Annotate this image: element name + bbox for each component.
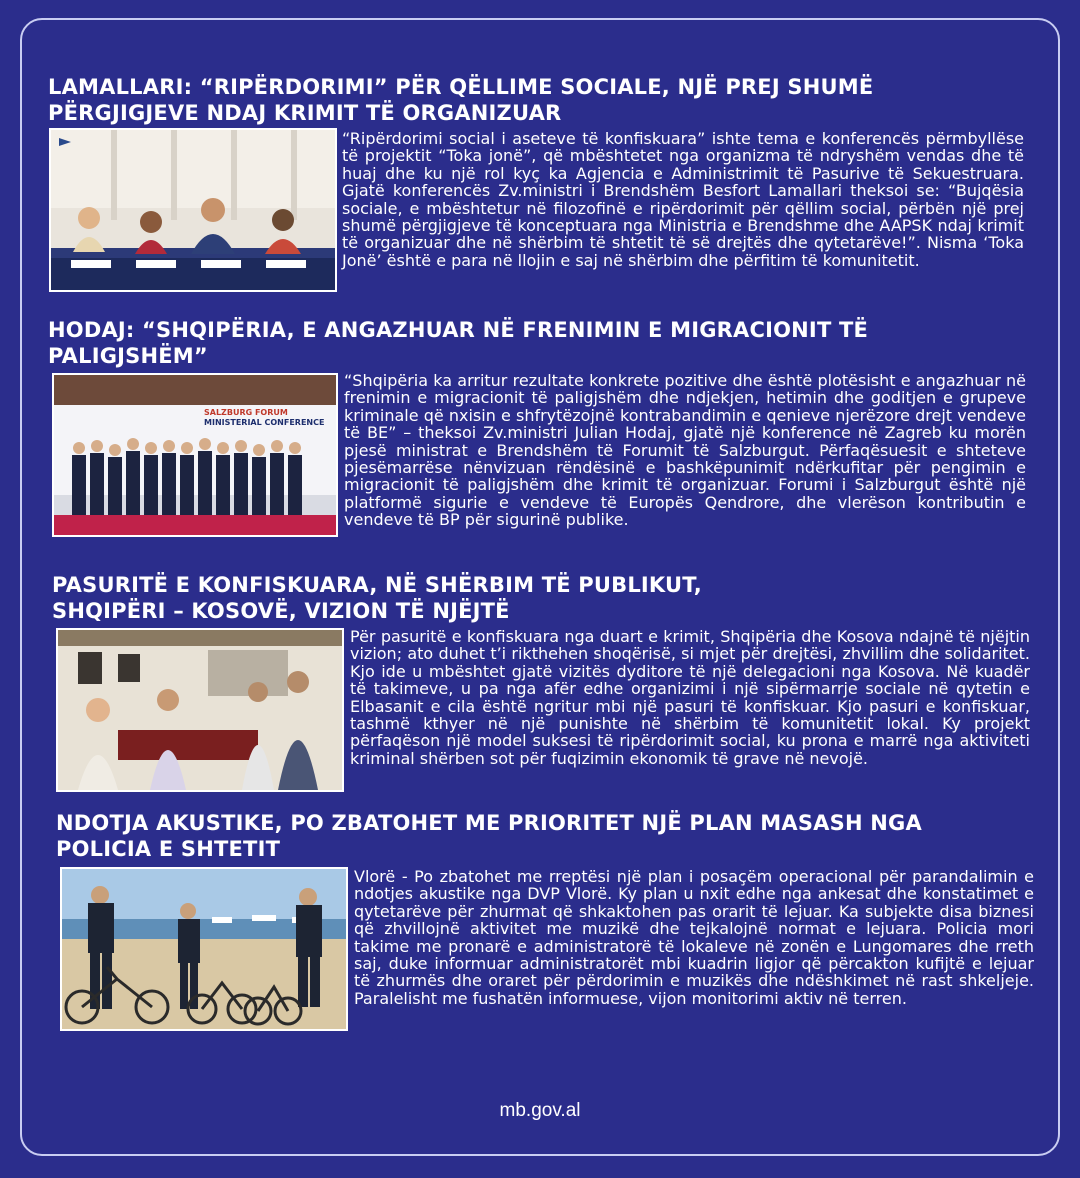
article-3-body: Për pasuritë e konfiskuara nga duart e krimit, Shqipëria dhe Kosova ndajnë të njëjtin vizion; ato duhet t’i rikthehen shoqërisë, si mjet për drejtësi, zhvillim dhe solidaritet. Kjo ide u mbështet gjatë vizitës dyditore të një delegacioni nga Kosova. Në kuadër të takimeve, u pa nga afër edhe organizimi i një sipërmarrje sociale në qytetin e Elbasanit e cila është ngritur mbi një pasuri të konfiskuar. Kjo pasuri e konfiskuar, tashmë kthyer në një punishte në shërbim të komunitetit lokal. Ky projekt përfaqëson një model suksesi të ripërdorimit social, ku prona e marrë nga aktiviteti kriminal shërben sot për fuqizimin ekonomik të grave në nevojë. xyxy=(350,627,1030,768)
article-3-photo xyxy=(56,628,344,792)
article-2-body: “Shqipëria ka arritur rezultate konkrete pozitive dhe është plotësisht e angazhuar në frenimin e migracionit të paligjshëm dhe ndjekjen, hetimin dhe goditjen e grupeve kriminale që nxisin e shfrytëzojnë kontrabandimin e qenieve njerëzore drejt vendeve të BE” – theksoi Zv.ministri Julian Hodaj, gjatë një konference në Zagreb ku morën pjesë ministrat e Brendshëm të Forumit të Salzburgut. Përfaqësuesit e shteteve pjesëmarrëse nënvizuan rëndësinë e bashkëpunimit ndërkufitar për pengimin e migracionit të paligjshëm dhe krimit të organizuar. Forumi i Salzburgut është një platformë sigurie e vendeve të Europës Qendrore, dhe vlerëson kontributin e vendeve të BP për sigurinë publike. xyxy=(344,371,1026,530)
article-1-headline: LAMALLARI: “RIPËRDORIMI” PËR QËLLIME SOCIALE, NJË PREJ SHUMË PËRGJIGJEVE NDAJ KRIMIT TË ORGANIZUAR xyxy=(48,75,874,125)
article-3-headline: PASURITË E KONFISKUARA, NË SHËRBIM TË PUBLIKUT, SHQIPËRI – KOSOVË, VIZION TË NJËJTË xyxy=(52,573,702,623)
salzburg-banner-line1: SALZBURG FORUM xyxy=(204,408,288,417)
footer-url[interactable]: mb.gov.al xyxy=(499,1100,581,1121)
article-4-body: Vlorë - Po zbatohet me rreptësi një plan i posaçëm operacional për parandalimin e ndotjes akustike nga DVP Vlorë. Ky plan u nxit edhe nga ankesat dhe konstatimet e qytetarëve për zhurmat që shkaktohen pas orarit të lejuar. Ka subjekte disa biznesi që zhvillojnë aktivitet me muzikë dhe tejkalojnë normat e lejuara. Policia mori takime me pronarë e administratorë të lokaleve në zonën e Lungomares dhe rreth saj, duke informuar administratorët mbi kuadrin ligjor që përcakton kufijtë e lejuar të zhurmës dhe oraret për përdorimin e muzikës dhe ndëshkimet në rast shkeljeje. Paralelisht me fushatën informuese, vijon monitorimi aktiv në terren. xyxy=(354,867,1034,1008)
salzburg-banner-line2: MINISTERIAL CONFERENCE xyxy=(204,418,325,427)
article-2-headline: HODAJ: “SHQIPËRIA, E ANGAZHUAR NË FRENIMIN E MIGRACIONIT TË PALIGJSHËM” xyxy=(48,318,869,368)
article-4-headline: NDOTJA AKUSTIKE, PO ZBATOHET ME PRIORITET NJË PLAN MASASH NGA POLICIA E SHTETIT xyxy=(56,811,922,861)
article-4-photo xyxy=(60,867,348,1031)
article-1-body: “Ripërdorimi social i aseteve të konfiskuara” ishte tema e konferencës përmbyllëse të projektit “Toka jonë”, që mbështetet nga organizma të ndryshëm vendas dhe të huaj dhe ku një rol kyç ka Agjencia e Administrimit të Pasurive të Sekuestruara. Gjatë konferencës Zv.ministri i Brendshëm Besfort Lamallari theksoi se: “Bujqësia sociale, e mbështetur në filozofinë e ripërdorimit për qëllim social, përbën një prej shumë përgjigjeve të konceptuara nga Ministria e Brendshme dhe AAPSK ndaj krimit të organizuar dhe në shërbim të shtetit të së drejtës dhe qytetarëve!”. Nisma ‘Toka Jonë’ është e para në llojin e saj në shërbim dhe përfitim të komunitetit. xyxy=(342,129,1024,270)
article-2-photo xyxy=(52,373,338,537)
article-1-photo xyxy=(49,128,337,292)
